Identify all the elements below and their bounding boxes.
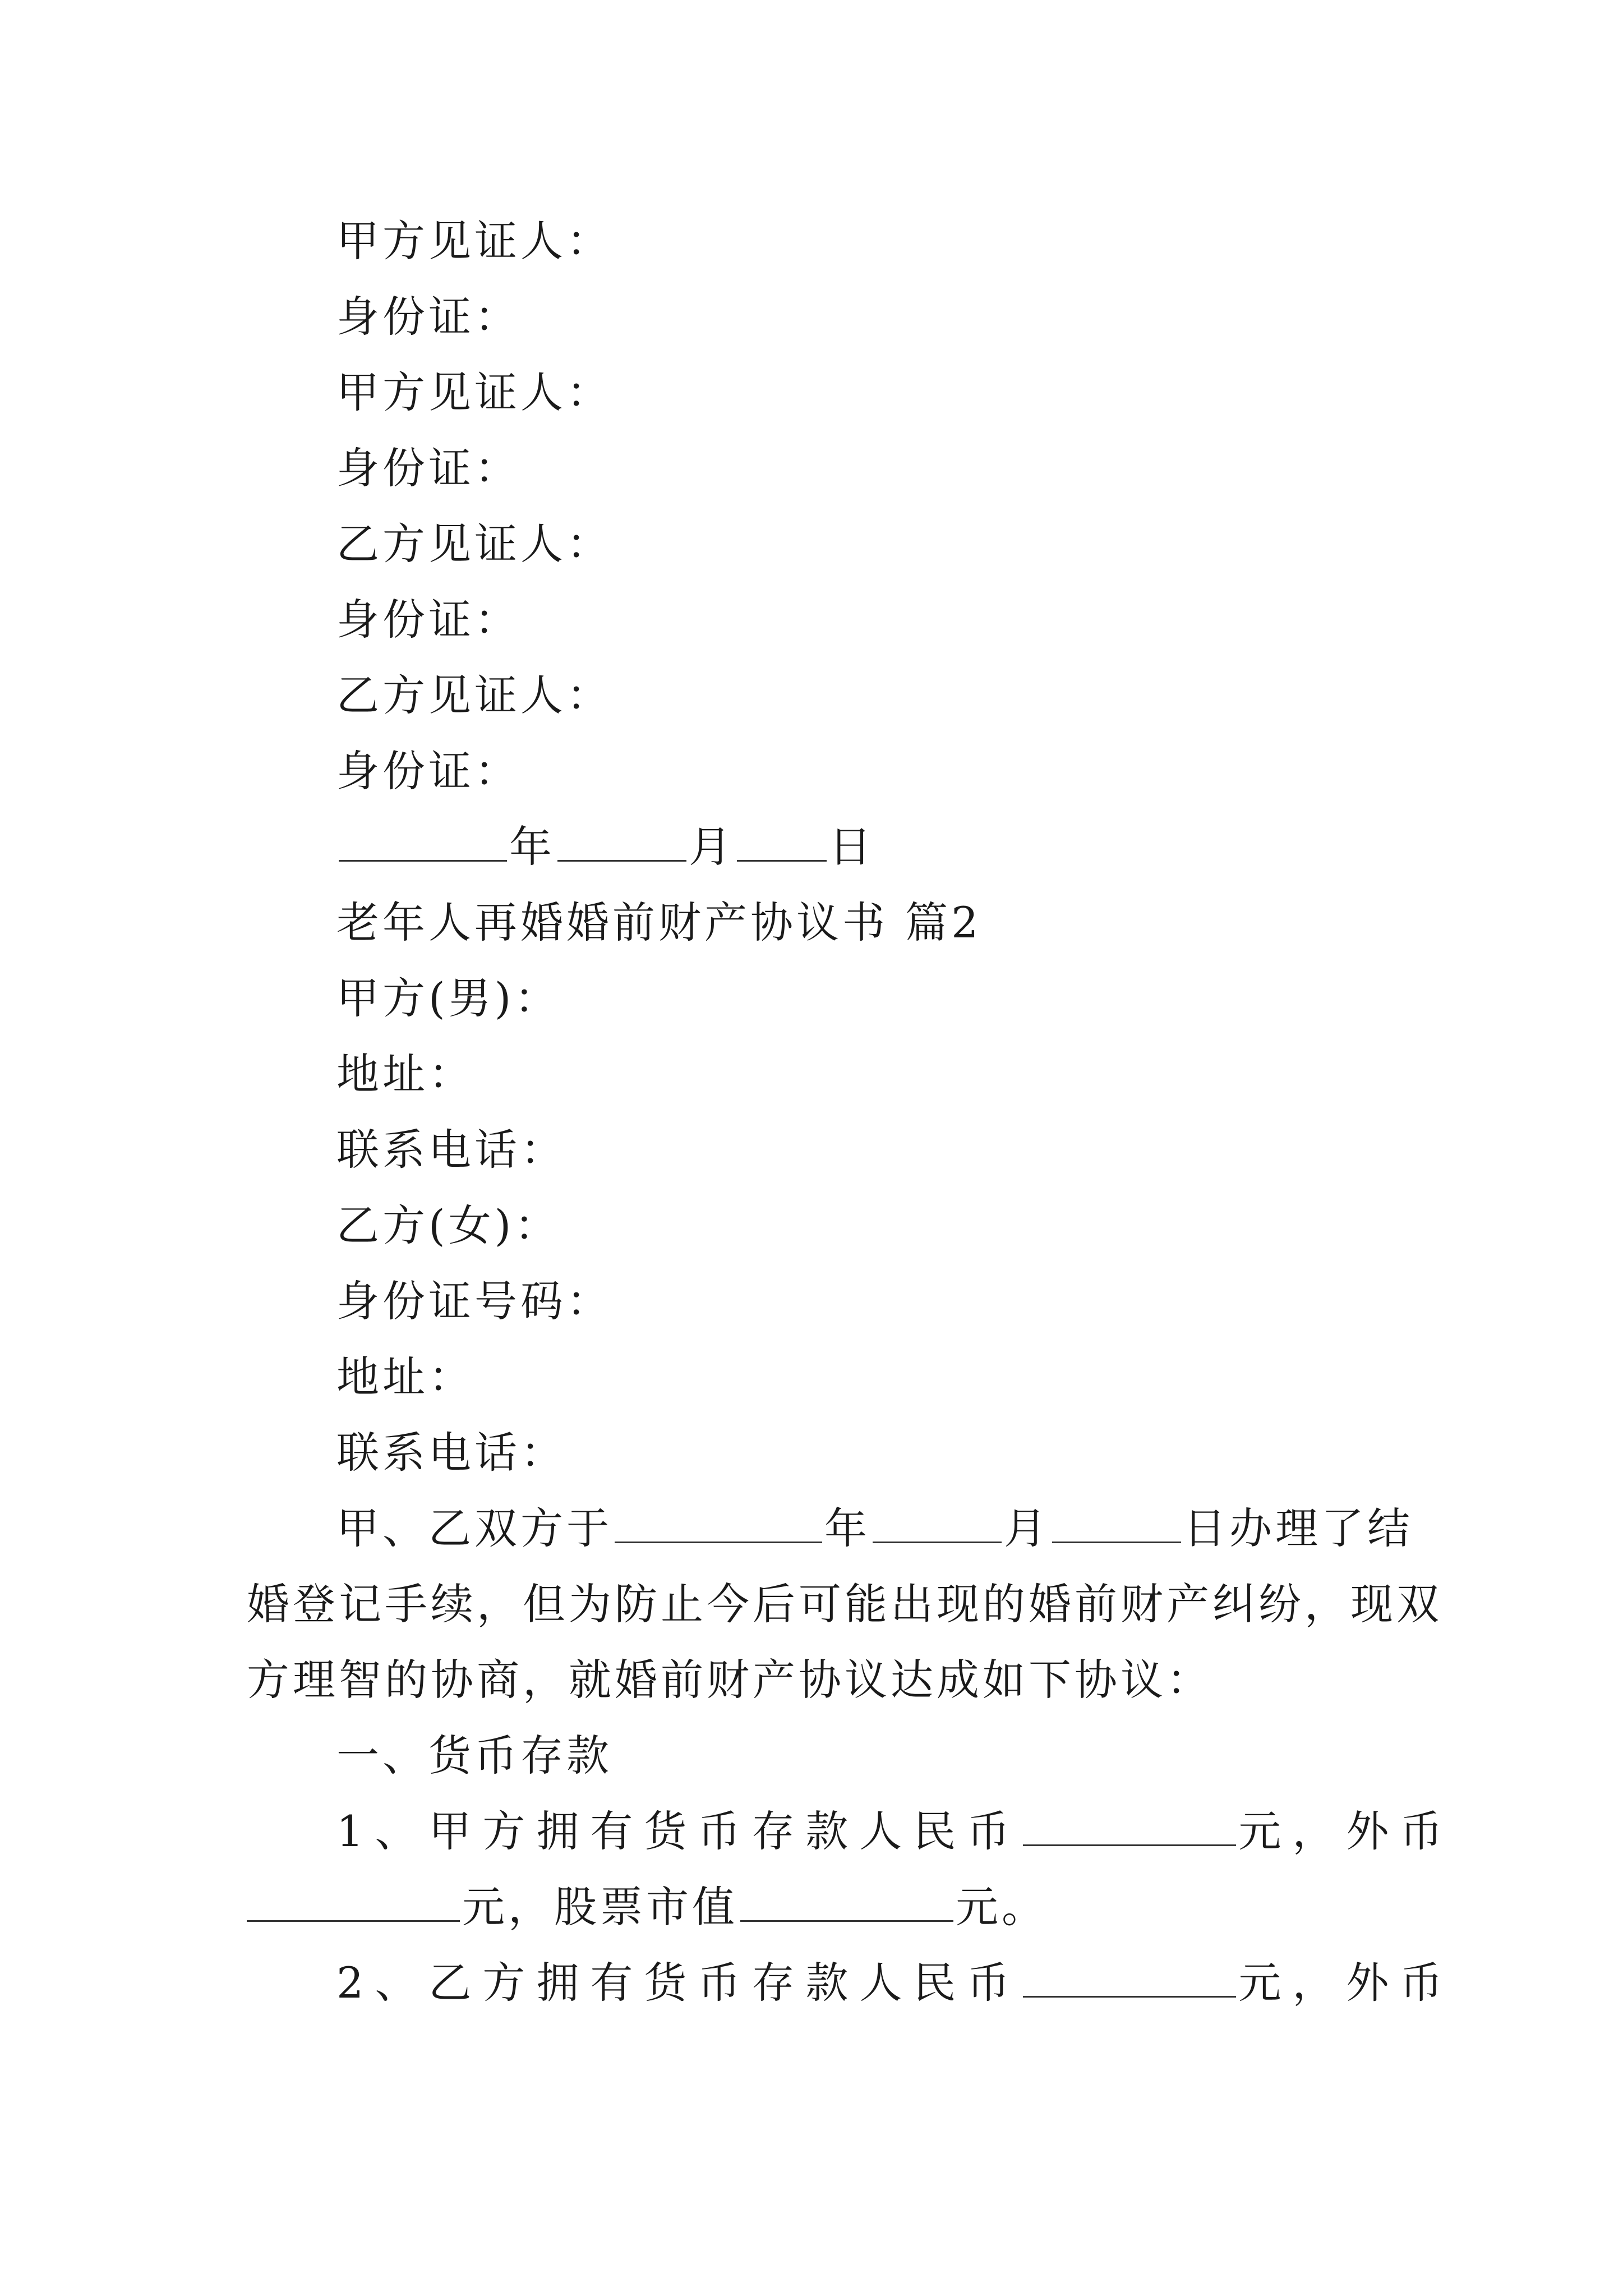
intro-line-2: 婚登记手续，但为防止今后可能出现的婚前财产纠纷，现双 <box>247 1579 1442 1629</box>
item-2-mid: 元，外币 <box>1238 1958 1454 2008</box>
rmb-blank <box>1023 1805 1236 1846</box>
section-title: 老年人再婚婚前财产协议书 篇2 <box>336 898 982 947</box>
id-number-label: 身份证号码： <box>336 1276 612 1326</box>
address-label: 地址： <box>336 1049 474 1099</box>
stock-value-blank <box>740 1881 953 1922</box>
item-1-prefix: 1、甲方拥有货币存款人民币 <box>336 1806 1021 1856</box>
witness-b1-label: 乙方见证人： <box>336 519 612 569</box>
day-blank <box>737 821 827 862</box>
day-blank <box>1052 1502 1181 1543</box>
party-a-label: 甲方(男)： <box>336 973 561 1023</box>
id-card-label: 身份证： <box>336 443 520 493</box>
id-card-label: 身份证： <box>336 292 520 342</box>
year-blank <box>615 1502 822 1543</box>
address-label: 地址： <box>336 1352 474 1402</box>
month-blank <box>557 821 686 862</box>
witness-b2-label: 乙方见证人： <box>336 670 612 720</box>
item-1-mid: 元，外币 <box>1238 1806 1454 1856</box>
intro-line-3: 方理智的协商，就婚前财产协议达成如下协议： <box>247 1655 1212 1705</box>
intro-prefix: 甲、乙双方于 <box>336 1503 612 1553</box>
rmb-blank <box>1023 1957 1236 1998</box>
year-blank <box>339 821 507 862</box>
id-card-label: 身份证： <box>336 595 520 645</box>
item-2-line-1 <box>336 1955 1454 2011</box>
item-1-stock-label: 元，股票市值 <box>462 1882 738 1932</box>
intro-line-1 <box>336 1501 1413 1557</box>
intro-suffix: 日办理了结 <box>1183 1503 1413 1553</box>
phone-label: 联系电话： <box>336 1428 566 1478</box>
item-2-prefix: 2、乙方拥有货币存款人民币 <box>336 1958 1021 2008</box>
heading-deposits: 一、货币存款 <box>336 1731 612 1780</box>
item-1-line-1 <box>336 1803 1454 1860</box>
item-1-end: 元。 <box>956 1882 1048 1932</box>
intro-month: 月 <box>1004 1503 1050 1553</box>
item-1-line-2 <box>247 1879 1380 1935</box>
intro-year: 年 <box>824 1503 870 1553</box>
date-line <box>336 819 875 875</box>
id-card-label: 身份证： <box>336 746 520 796</box>
witness-a1-label: 甲方见证人： <box>336 216 612 266</box>
month-label: 月 <box>689 822 735 872</box>
foreign-currency-blank <box>247 1881 460 1922</box>
day-label: 日 <box>829 822 875 872</box>
phone-label: 联系电话： <box>336 1125 566 1175</box>
witness-a2-label: 甲方见证人： <box>336 367 612 417</box>
year-label: 年 <box>509 822 555 872</box>
party-b-label: 乙方(女)： <box>336 1200 561 1250</box>
month-blank <box>873 1502 1002 1543</box>
